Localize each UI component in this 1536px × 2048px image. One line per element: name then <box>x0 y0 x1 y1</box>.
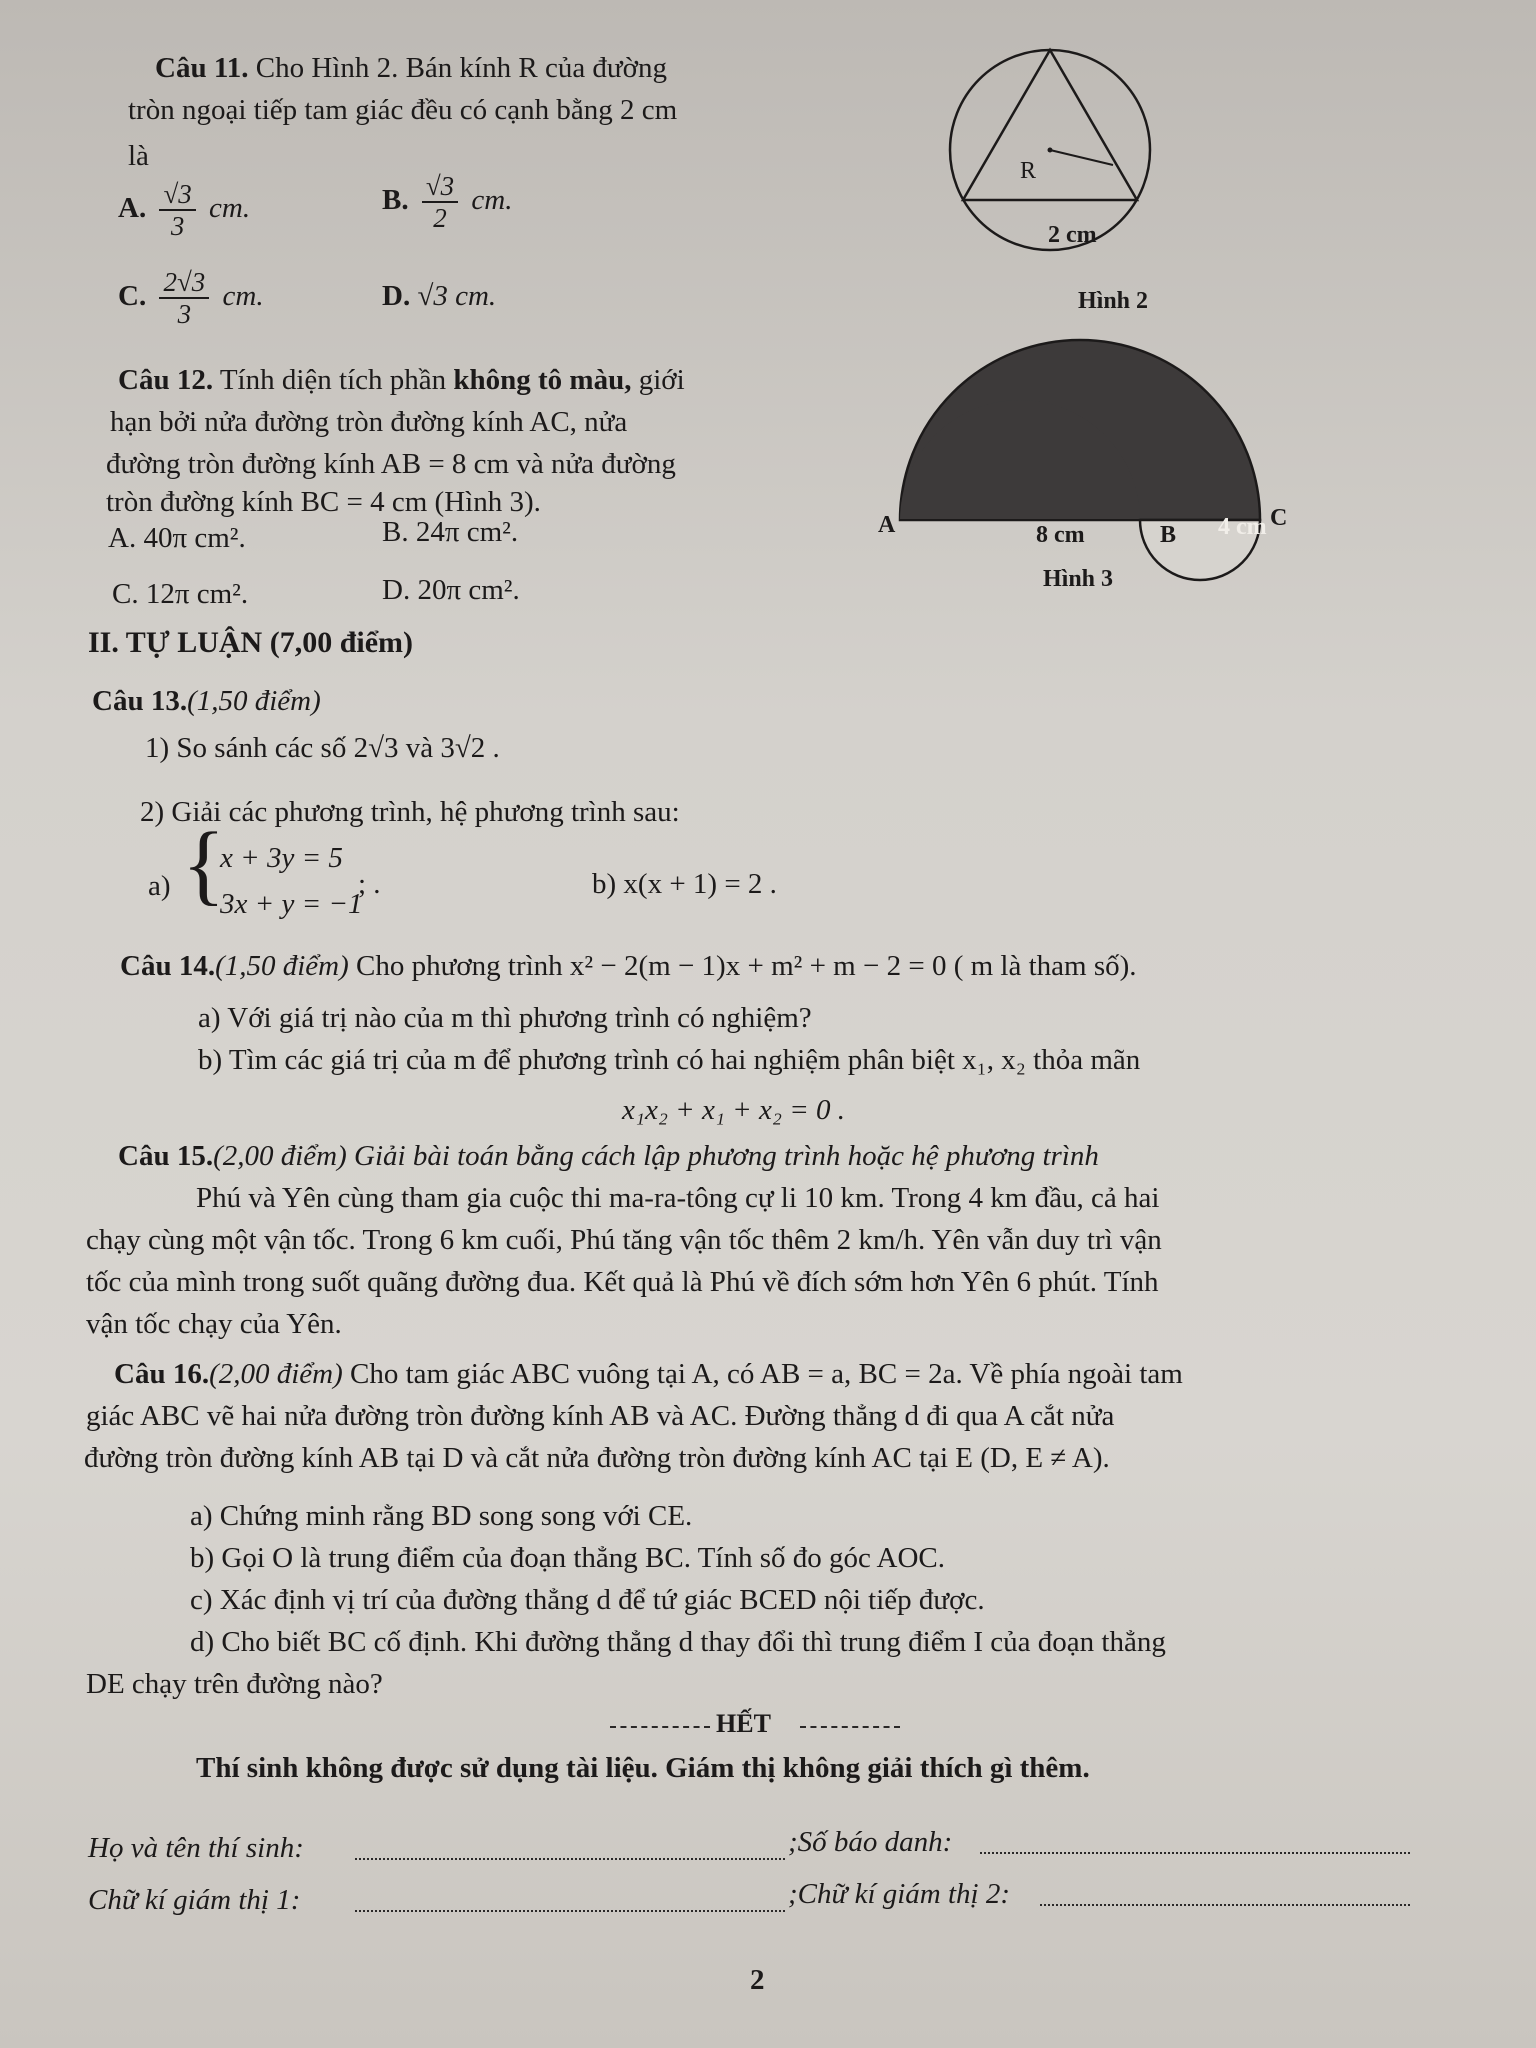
q16-header: Câu 16.(2,00 điểm) Cho tam giác ABC vuông tại A, có AB = a, BC = 2a. Về phía ngoài tam <box>114 1358 1183 1390</box>
q12-option-b: B. 24π cm². <box>382 516 519 548</box>
proctor1-signature-line <box>355 1910 785 1912</box>
fig3-ab-label: 8 cm <box>1036 522 1085 548</box>
q13-b: b) x(x + 1) = 2 . <box>592 868 777 900</box>
q12-option-a: A. 40π cm². <box>108 522 246 554</box>
radius-segment <box>1050 150 1113 165</box>
q13-part2: 2) Giải các phương trình, hệ phương trình sau: <box>140 796 680 828</box>
q14-header: Câu 14.(1,50 điểm) Cho phương trình x² − 2(m − 1)x + m² + m − 2 = 0 ( m là tham số). <box>120 950 1137 982</box>
fig3-bc-label: 4 cm <box>1218 514 1267 540</box>
equilateral-triangle <box>963 50 1137 200</box>
q11-stem-1: Cho Hình 2. Bán kính R của đường <box>255 52 667 84</box>
fig3-b-label: B <box>1160 522 1177 548</box>
end-label: HẾT <box>716 1709 771 1738</box>
q12-option-c: C. 12π cm². <box>112 578 249 610</box>
q13-part1: 1) So sánh các số 2√3 và 3√2 . <box>145 732 500 764</box>
fig3-c-label: C <box>1270 505 1288 531</box>
q13-a-eq1: x + 3y = 5 <box>220 842 343 874</box>
candidate-name-line <box>355 1858 785 1860</box>
q13-a-label: a) <box>148 870 171 902</box>
candidate-number-line <box>980 1852 1410 1854</box>
q16-line2: giác ABC vẽ hai nửa đường tròn đường kính AB và AC. Đường thẳng d đi qua A cắt nửa <box>86 1400 1115 1432</box>
q13-a-eq2: 3x + y = −1 <box>220 888 363 920</box>
q14-b: b) Tìm các giá trị của m để phương trình có hai nghiệm phân biệt x₁, x₂ thỏa mãn <box>198 1044 1141 1076</box>
fig3-a-label: A <box>878 512 896 538</box>
candidate-number-label: ;Số báo danh: <box>788 1826 953 1858</box>
proctor2-signature-label: ;Chữ kí giám thị 2: <box>788 1878 1011 1910</box>
q16-b: b) Gọi O là trung điểm của đoạn thẳng BC. Tính số đo góc AOC. <box>190 1542 945 1574</box>
q11-option-d: D. √3 cm. <box>382 280 497 312</box>
footer-note: Thí sinh không được sử dụng tài liệu. Giám thị không giải thích gì thêm. <box>196 1752 1090 1784</box>
q11-title: Câu 11. <box>155 52 249 84</box>
q14-a: a) Với giá trị nào của m thì phương trình có nghiệm? <box>198 1002 812 1034</box>
q12-line1: Câu 12. Tính diện tích phần không tô màu, giới <box>118 364 685 396</box>
q11-option-c: C. $\frac{2√3}{3}$ cm. <box>118 267 264 330</box>
q15-line4: vận tốc chạy của Yên. <box>86 1308 342 1340</box>
q16-d: d) Cho biết BC cố định. Khi đường thẳng d thay đổi thì trung điểm I của đoạn thẳng <box>190 1626 1166 1658</box>
fig3-caption: Hình 3 <box>1043 566 1114 592</box>
q11-option-b: B. $\frac{√3}{2}$ cm. <box>382 171 513 234</box>
proctor2-signature-line <box>1040 1904 1410 1906</box>
page-number: 2 <box>750 1964 765 1996</box>
q11-line1 <box>155 50 667 86</box>
fig2-caption: Hình 2 <box>1078 288 1149 314</box>
q12-line2: hạn bởi nửa đường tròn đường kính AC, nửa <box>110 406 628 438</box>
q16-d-cont: DE chạy trên đường nào? <box>86 1668 383 1700</box>
candidate-name-label: Họ và tên thí sinh: <box>88 1832 304 1864</box>
figure-2 <box>900 40 1200 290</box>
q12-option-d: D. 20π cm². <box>382 574 520 606</box>
center-point <box>1048 148 1053 153</box>
q12-line4: tròn đường kính BC = 4 cm (Hình 3). <box>106 486 541 518</box>
end-marker <box>610 1710 900 1740</box>
end-dash-left <box>610 1726 710 1728</box>
q12-line3: đường tròn đường kính AB = 8 cm và nửa đường <box>106 448 676 480</box>
end-dash-right <box>800 1726 900 1728</box>
q16-c: c) Xác định vị trí của đường thẳng d để tứ giác BCED nội tiếp được. <box>190 1584 985 1616</box>
q15-line3: tốc của mình trong suốt quãng đường đua. Kết quả là Phú về đích sớm hơn Yên 6 phút. Tính <box>86 1266 1159 1298</box>
q13-a-separator: ; . <box>358 868 381 900</box>
q13-header: Câu 13.(1,50 điểm) <box>92 685 321 717</box>
q16-line3: đường tròn đường kính AB tại D và cắt nửa đường tròn đường kính AC tại E (D, E ≠ A). <box>84 1442 1110 1474</box>
q11-option-a: A. $\frac{√3}{3}$ cm. <box>118 179 251 242</box>
fig2-r-label: R <box>1020 158 1037 184</box>
q11-stem-3: là <box>128 140 149 172</box>
q15-line2: chạy cùng một vận tốc. Trong 6 km cuối, Phú tăng vận tốc thêm 2 km/h. Yên vẫn duy trì vận <box>86 1224 1162 1256</box>
q16-a: a) Chứng minh rằng BD song song với CE. <box>190 1500 693 1532</box>
fig2-side-label: 2 cm <box>1048 222 1097 248</box>
proctor1-signature-label: Chữ kí giám thị 1: <box>88 1884 301 1916</box>
q15-line1: Phú và Yên cùng tham gia cuộc thi ma-ra-tông cự li 10 km. Trong 4 km đầu, cả hai <box>196 1182 1160 1214</box>
q15-header: Câu 15.(2,00 điểm) Giải bài toán bằng cách lập phương trình hoặc hệ phương trình <box>118 1140 1099 1172</box>
q14-condition: x₁x₂ + x₁ + x₂ = 0 . <box>622 1094 846 1126</box>
part2-heading: II. TỰ LUẬN (7,00 điểm) <box>88 626 414 659</box>
q11-stem-2: tròn ngoại tiếp tam giác đều có cạnh bằng 2 cm <box>128 94 678 126</box>
system-brace: { <box>182 815 226 914</box>
